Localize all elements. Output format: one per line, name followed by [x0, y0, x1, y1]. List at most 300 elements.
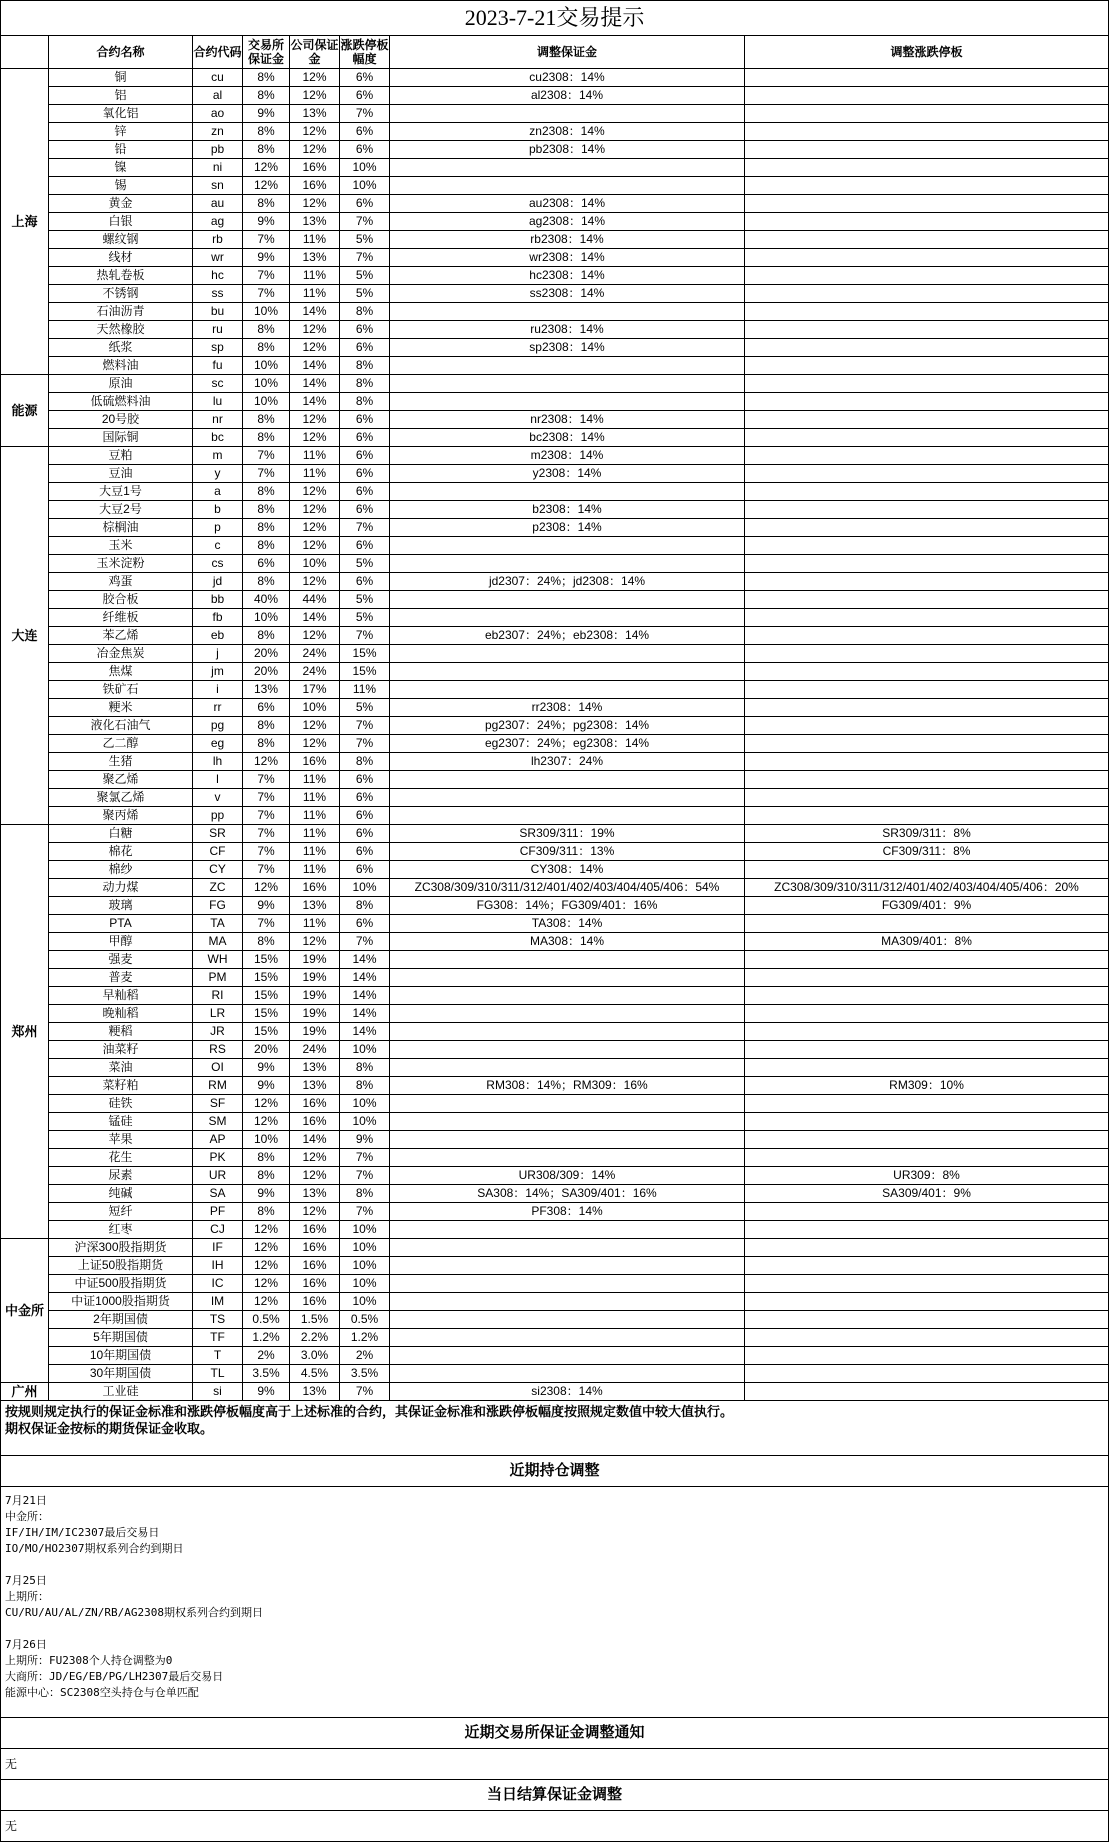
company-margin-cell: 1.5%: [290, 1311, 340, 1329]
limit-cell: 10%: [340, 1239, 390, 1257]
company-margin-cell: 11%: [290, 915, 340, 933]
adjust-margin-cell: [390, 645, 745, 663]
adjust-limit-cell: [745, 1059, 1109, 1077]
contract-name-cell: 棉花: [49, 843, 193, 861]
contract-code-cell: m: [193, 447, 243, 465]
adjust-limit-cell: [745, 213, 1109, 231]
exchange-margin-cell: 8%: [243, 717, 290, 735]
contract-name-cell: 锰硅: [49, 1113, 193, 1131]
header-limit: 涨跌停板幅度: [340, 36, 390, 69]
exchange-cell: 广州: [1, 1383, 49, 1401]
contract-name-cell: 20号胶: [49, 411, 193, 429]
contract-code-cell: cu: [193, 69, 243, 87]
table-row: [1, 951, 1109, 969]
adjust-limit-cell: [745, 159, 1109, 177]
limit-cell: 6%: [340, 141, 390, 159]
adjust-margin-cell: [390, 807, 745, 825]
company-margin-cell: 16%: [290, 1113, 340, 1131]
adjust-limit-cell: [745, 771, 1109, 789]
adjust-margin-cell: [390, 789, 745, 807]
contract-name-cell: 原油: [49, 375, 193, 393]
table-row: [1, 645, 1109, 663]
adjust-limit-cell: [745, 1149, 1109, 1167]
contract-name-cell: 铝: [49, 87, 193, 105]
limit-cell: 7%: [340, 717, 390, 735]
company-margin-cell: 19%: [290, 1023, 340, 1041]
contract-name-cell: 普麦: [49, 969, 193, 987]
limit-cell: 6%: [340, 483, 390, 501]
exchange-margin-cell: 8%: [243, 411, 290, 429]
company-margin-cell: 4.5%: [290, 1365, 340, 1383]
contract-code-cell: CY: [193, 861, 243, 879]
company-margin-cell: 12%: [290, 483, 340, 501]
exchange-margin-cell: 1.2%: [243, 1329, 290, 1347]
table-row: [1, 1347, 1109, 1365]
contract-name-cell: 大豆1号: [49, 483, 193, 501]
adjust-limit-cell: SA309/401：9%: [745, 1185, 1109, 1203]
company-margin-cell: 12%: [290, 501, 340, 519]
adjust-margin-cell: nr2308：14%: [390, 411, 745, 429]
limit-cell: 15%: [340, 645, 390, 663]
table-row: [1, 897, 1109, 915]
contract-code-cell: RM: [193, 1077, 243, 1095]
exchange-margin-cell: 10%: [243, 393, 290, 411]
adjust-margin-cell: SA308：14%；SA309/401：16%: [390, 1185, 745, 1203]
contract-name-cell: 工业硅: [49, 1383, 193, 1401]
company-margin-cell: 12%: [290, 627, 340, 645]
contract-name-cell: 纤维板: [49, 609, 193, 627]
contract-code-cell: au: [193, 195, 243, 213]
section-body-settlement: 无: [1, 1811, 1109, 1842]
contract-code-cell: MA: [193, 933, 243, 951]
contract-name-cell: 纸浆: [49, 339, 193, 357]
limit-cell: 3.5%: [340, 1365, 390, 1383]
exchange-cell: 上海: [1, 69, 49, 375]
contract-code-cell: eg: [193, 735, 243, 753]
company-margin-cell: 12%: [290, 429, 340, 447]
exchange-cell: 郑州: [1, 825, 49, 1239]
table-row: [1, 663, 1109, 681]
limit-cell: 5%: [340, 591, 390, 609]
contract-code-cell: jd: [193, 573, 243, 591]
adjust-margin-cell: y2308：14%: [390, 465, 745, 483]
table-row: [1, 303, 1109, 321]
exchange-margin-cell: 10%: [243, 609, 290, 627]
adjust-margin-cell: [390, 1095, 745, 1113]
exchange-margin-cell: 8%: [243, 501, 290, 519]
table-row: [1, 87, 1109, 105]
contract-code-cell: nr: [193, 411, 243, 429]
company-margin-cell: 16%: [290, 753, 340, 771]
contract-code-cell: jm: [193, 663, 243, 681]
exchange-margin-cell: 8%: [243, 1167, 290, 1185]
exchange-margin-cell: 9%: [243, 105, 290, 123]
contract-name-cell: 锡: [49, 177, 193, 195]
exchange-margin-cell: 9%: [243, 1077, 290, 1095]
contract-name-cell: 尿素: [49, 1167, 193, 1185]
limit-cell: 8%: [340, 753, 390, 771]
table-row: [1, 69, 1109, 87]
limit-cell: 6%: [340, 573, 390, 591]
exchange-margin-cell: 15%: [243, 951, 290, 969]
contract-name-cell: 粳米: [49, 699, 193, 717]
company-margin-cell: 12%: [290, 735, 340, 753]
contract-name-cell: 粳稻: [49, 1023, 193, 1041]
contract-name-cell: 花生: [49, 1149, 193, 1167]
company-margin-cell: 12%: [290, 123, 340, 141]
adjust-margin-cell: [390, 1329, 745, 1347]
limit-cell: 6%: [340, 339, 390, 357]
adjust-margin-cell: [390, 1005, 745, 1023]
table-row: [1, 339, 1109, 357]
table-row: [1, 843, 1109, 861]
exchange-margin-cell: 7%: [243, 447, 290, 465]
adjust-limit-cell: [745, 1257, 1109, 1275]
company-margin-cell: 12%: [290, 717, 340, 735]
limit-cell: 10%: [340, 1113, 390, 1131]
adjust-limit-cell: [745, 249, 1109, 267]
exchange-margin-cell: 8%: [243, 1149, 290, 1167]
contract-name-cell: 10年期国债: [49, 1347, 193, 1365]
adjust-limit-cell: [745, 1239, 1109, 1257]
exchange-margin-cell: 9%: [243, 1059, 290, 1077]
contract-code-cell: a: [193, 483, 243, 501]
section-title-settlement: 当日结算保证金调整: [1, 1780, 1109, 1811]
table-row: [1, 249, 1109, 267]
limit-cell: 15%: [340, 663, 390, 681]
exchange-margin-cell: 8%: [243, 321, 290, 339]
exchange-margin-cell: 12%: [243, 1239, 290, 1257]
adjust-limit-cell: [745, 1095, 1109, 1113]
header-company-margin: 公司保证金: [290, 36, 340, 69]
contract-code-cell: al: [193, 87, 243, 105]
adjust-limit-cell: [745, 555, 1109, 573]
adjust-margin-cell: [390, 1293, 745, 1311]
table-row: [1, 879, 1109, 897]
contract-code-cell: IM: [193, 1293, 243, 1311]
contract-name-cell: 动力煤: [49, 879, 193, 897]
table-row: [1, 267, 1109, 285]
adjust-margin-cell: [390, 1257, 745, 1275]
contract-code-cell: cs: [193, 555, 243, 573]
table-row: [1, 1365, 1109, 1383]
company-margin-cell: 12%: [290, 339, 340, 357]
adjust-limit-cell: [745, 969, 1109, 987]
contract-name-cell: 豆油: [49, 465, 193, 483]
table-row: [1, 1383, 1109, 1401]
limit-cell: 7%: [340, 213, 390, 231]
contract-code-cell: ZC: [193, 879, 243, 897]
exchange-margin-cell: 7%: [243, 771, 290, 789]
table-row: [1, 1149, 1109, 1167]
table-row: [1, 429, 1109, 447]
table-row: [1, 969, 1109, 987]
table-row: [1, 987, 1109, 1005]
exchange-margin-cell: 3.5%: [243, 1365, 290, 1383]
exchange-margin-cell: 12%: [243, 1257, 290, 1275]
contract-name-cell: 聚丙烯: [49, 807, 193, 825]
limit-cell: 10%: [340, 1275, 390, 1293]
company-margin-cell: 19%: [290, 987, 340, 1005]
company-margin-cell: 16%: [290, 1293, 340, 1311]
contract-name-cell: 菜油: [49, 1059, 193, 1077]
limit-cell: 11%: [340, 681, 390, 699]
contract-code-cell: bb: [193, 591, 243, 609]
contract-code-cell: zn: [193, 123, 243, 141]
adjust-margin-cell: [390, 681, 745, 699]
limit-cell: 6%: [340, 861, 390, 879]
company-margin-cell: 11%: [290, 465, 340, 483]
company-margin-cell: 24%: [290, 663, 340, 681]
company-margin-cell: 12%: [290, 195, 340, 213]
company-margin-cell: 13%: [290, 213, 340, 231]
adjust-limit-cell: [745, 87, 1109, 105]
adjust-limit-cell: [745, 1329, 1109, 1347]
exchange-margin-cell: 7%: [243, 231, 290, 249]
adjust-margin-cell: [390, 1275, 745, 1293]
rule-note: 按规则规定执行的保证金标准和涨跌停板幅度高于上述标准的合约，其保证金标准和涨跌停板幅度按照规定数值中较大值执行。 期权保证金按标的期货保证金收取。: [1, 1401, 1109, 1456]
adjust-limit-cell: FG309/401：9%: [745, 897, 1109, 915]
company-margin-cell: 12%: [290, 69, 340, 87]
exchange-margin-cell: 12%: [243, 177, 290, 195]
contract-code-cell: pg: [193, 717, 243, 735]
exchange-margin-cell: 8%: [243, 1203, 290, 1221]
adjust-margin-cell: [390, 375, 745, 393]
exchange-margin-cell: 7%: [243, 807, 290, 825]
limit-cell: 6%: [340, 843, 390, 861]
limit-cell: 7%: [340, 519, 390, 537]
table-row: [1, 1113, 1109, 1131]
adjust-margin-cell: hc2308：14%: [390, 267, 745, 285]
limit-cell: 6%: [340, 465, 390, 483]
contract-name-cell: 乙二醇: [49, 735, 193, 753]
limit-cell: 5%: [340, 699, 390, 717]
adjust-margin-cell: zn2308：14%: [390, 123, 745, 141]
contract-name-cell: 沪深300股指期货: [49, 1239, 193, 1257]
adjust-margin-cell: si2308：14%: [390, 1383, 745, 1401]
contract-code-cell: sn: [193, 177, 243, 195]
contract-name-cell: 焦煤: [49, 663, 193, 681]
company-margin-cell: 12%: [290, 1203, 340, 1221]
contract-name-cell: 聚乙烯: [49, 771, 193, 789]
contract-code-cell: pb: [193, 141, 243, 159]
contract-code-cell: rr: [193, 699, 243, 717]
adjust-margin-cell: [390, 483, 745, 501]
contract-name-cell: 油菜籽: [49, 1041, 193, 1059]
exchange-margin-cell: 9%: [243, 1185, 290, 1203]
limit-cell: 0.5%: [340, 1311, 390, 1329]
exchange-margin-cell: 12%: [243, 1221, 290, 1239]
company-margin-cell: 24%: [290, 645, 340, 663]
contract-code-cell: c: [193, 537, 243, 555]
company-margin-cell: 16%: [290, 1095, 340, 1113]
company-margin-cell: 13%: [290, 1383, 340, 1401]
section-body-exchange-notice: 无: [1, 1749, 1109, 1780]
contract-name-cell: 红枣: [49, 1221, 193, 1239]
adjust-limit-cell: [745, 429, 1109, 447]
adjust-margin-cell: RM308：14%；RM309：16%: [390, 1077, 745, 1095]
contract-code-cell: hc: [193, 267, 243, 285]
company-margin-cell: 12%: [290, 411, 340, 429]
adjust-margin-cell: ZC308/309/310/311/312/401/402/403/404/405/406：54%: [390, 879, 745, 897]
exchange-margin-cell: 8%: [243, 573, 290, 591]
company-margin-cell: 11%: [290, 231, 340, 249]
table-row: [1, 213, 1109, 231]
table-row: [1, 717, 1109, 735]
exchange-margin-cell: 2%: [243, 1347, 290, 1365]
exchange-margin-cell: 12%: [243, 159, 290, 177]
adjust-margin-cell: TA308：14%: [390, 915, 745, 933]
contract-code-cell: FG: [193, 897, 243, 915]
exchange-cell: 能源: [1, 375, 49, 447]
company-margin-cell: 16%: [290, 177, 340, 195]
contract-name-cell: 螺纹钢: [49, 231, 193, 249]
exchange-margin-cell: 8%: [243, 87, 290, 105]
company-margin-cell: 14%: [290, 1131, 340, 1149]
table-row: [1, 393, 1109, 411]
section-title-exchange-notice: 近期交易所保证金调整通知: [1, 1718, 1109, 1749]
contract-code-cell: TF: [193, 1329, 243, 1347]
exchange-margin-cell: 10%: [243, 357, 290, 375]
exchange-margin-cell: 6%: [243, 699, 290, 717]
table-row: [1, 1329, 1109, 1347]
company-margin-cell: 11%: [290, 861, 340, 879]
contract-code-cell: j: [193, 645, 243, 663]
limit-cell: 10%: [340, 1095, 390, 1113]
adjust-limit-cell: [745, 717, 1109, 735]
table-row: [1, 807, 1109, 825]
adjust-margin-cell: [390, 159, 745, 177]
adjust-limit-cell: [745, 699, 1109, 717]
table-row: [1, 123, 1109, 141]
table-row: [1, 1275, 1109, 1293]
contract-code-cell: IF: [193, 1239, 243, 1257]
limit-cell: 8%: [340, 897, 390, 915]
contract-code-cell: CF: [193, 843, 243, 861]
adjust-limit-cell: [745, 861, 1109, 879]
adjust-margin-cell: PF308：14%: [390, 1203, 745, 1221]
exchange-margin-cell: 9%: [243, 897, 290, 915]
adjust-margin-cell: [390, 1365, 745, 1383]
contract-code-cell: ao: [193, 105, 243, 123]
company-margin-cell: 16%: [290, 1239, 340, 1257]
company-margin-cell: 11%: [290, 447, 340, 465]
limit-cell: 6%: [340, 537, 390, 555]
adjust-limit-cell: [745, 483, 1109, 501]
contract-name-cell: 强麦: [49, 951, 193, 969]
adjust-margin-cell: [390, 357, 745, 375]
adjust-limit-cell: SR309/311：8%: [745, 825, 1109, 843]
contract-name-cell: 棕榈油: [49, 519, 193, 537]
adjust-limit-cell: [745, 753, 1109, 771]
company-margin-cell: 13%: [290, 1077, 340, 1095]
contract-name-cell: PTA: [49, 915, 193, 933]
contract-code-cell: b: [193, 501, 243, 519]
adjust-margin-cell: [390, 1221, 745, 1239]
company-margin-cell: 13%: [290, 1185, 340, 1203]
table-row: [1, 501, 1109, 519]
contract-name-cell: 不锈钢: [49, 285, 193, 303]
limit-cell: 2%: [340, 1347, 390, 1365]
contract-name-cell: 白银: [49, 213, 193, 231]
contract-code-cell: ni: [193, 159, 243, 177]
contract-name-cell: 30年期国债: [49, 1365, 193, 1383]
limit-cell: 8%: [340, 1059, 390, 1077]
table-row: [1, 1005, 1109, 1023]
contract-name-cell: 石油沥青: [49, 303, 193, 321]
table-row: [1, 699, 1109, 717]
limit-cell: 14%: [340, 987, 390, 1005]
contract-name-cell: 5年期国债: [49, 1329, 193, 1347]
exchange-margin-cell: 7%: [243, 465, 290, 483]
contract-code-cell: SM: [193, 1113, 243, 1131]
contract-name-cell: 大豆2号: [49, 501, 193, 519]
company-margin-cell: 19%: [290, 951, 340, 969]
adjust-margin-cell: wr2308：14%: [390, 249, 745, 267]
exchange-cell: 中金所: [1, 1239, 49, 1383]
adjust-limit-cell: [745, 1113, 1109, 1131]
table-row: [1, 1221, 1109, 1239]
adjust-margin-cell: [390, 609, 745, 627]
contract-code-cell: pp: [193, 807, 243, 825]
exchange-margin-cell: 9%: [243, 213, 290, 231]
contract-code-cell: eb: [193, 627, 243, 645]
table-row: [1, 861, 1109, 879]
company-margin-cell: 11%: [290, 267, 340, 285]
adjust-margin-cell: al2308：14%: [390, 87, 745, 105]
company-margin-cell: 13%: [290, 897, 340, 915]
limit-cell: 5%: [340, 231, 390, 249]
limit-cell: 6%: [340, 447, 390, 465]
adjust-margin-cell: [390, 1347, 745, 1365]
table-row: [1, 159, 1109, 177]
limit-cell: 6%: [340, 195, 390, 213]
exchange-margin-cell: 15%: [243, 987, 290, 1005]
limit-cell: 8%: [340, 1077, 390, 1095]
adjust-limit-cell: [745, 231, 1109, 249]
limit-cell: 6%: [340, 825, 390, 843]
exchange-margin-cell: 8%: [243, 735, 290, 753]
limit-cell: 7%: [340, 1149, 390, 1167]
exchange-margin-cell: 12%: [243, 879, 290, 897]
company-margin-cell: 17%: [290, 681, 340, 699]
contract-code-cell: lu: [193, 393, 243, 411]
adjust-margin-cell: [390, 591, 745, 609]
company-margin-cell: 11%: [290, 843, 340, 861]
limit-cell: 6%: [340, 87, 390, 105]
adjust-limit-cell: [745, 735, 1109, 753]
adjust-margin-cell: [390, 1149, 745, 1167]
company-margin-cell: 13%: [290, 249, 340, 267]
company-margin-cell: 14%: [290, 303, 340, 321]
contract-name-cell: 鸡蛋: [49, 573, 193, 591]
header-row: [1, 36, 1109, 69]
contract-code-cell: PF: [193, 1203, 243, 1221]
limit-cell: 7%: [340, 1383, 390, 1401]
contract-code-cell: PK: [193, 1149, 243, 1167]
contract-name-cell: 晚籼稻: [49, 1005, 193, 1023]
contract-code-cell: lh: [193, 753, 243, 771]
limit-cell: 8%: [340, 357, 390, 375]
adjust-margin-cell: m2308：14%: [390, 447, 745, 465]
contract-name-cell: 早籼稻: [49, 987, 193, 1005]
limit-cell: 14%: [340, 969, 390, 987]
contract-name-cell: 甲醇: [49, 933, 193, 951]
adjust-margin-cell: [390, 1023, 745, 1041]
company-margin-cell: 12%: [290, 87, 340, 105]
company-margin-cell: 12%: [290, 537, 340, 555]
contract-code-cell: IC: [193, 1275, 243, 1293]
